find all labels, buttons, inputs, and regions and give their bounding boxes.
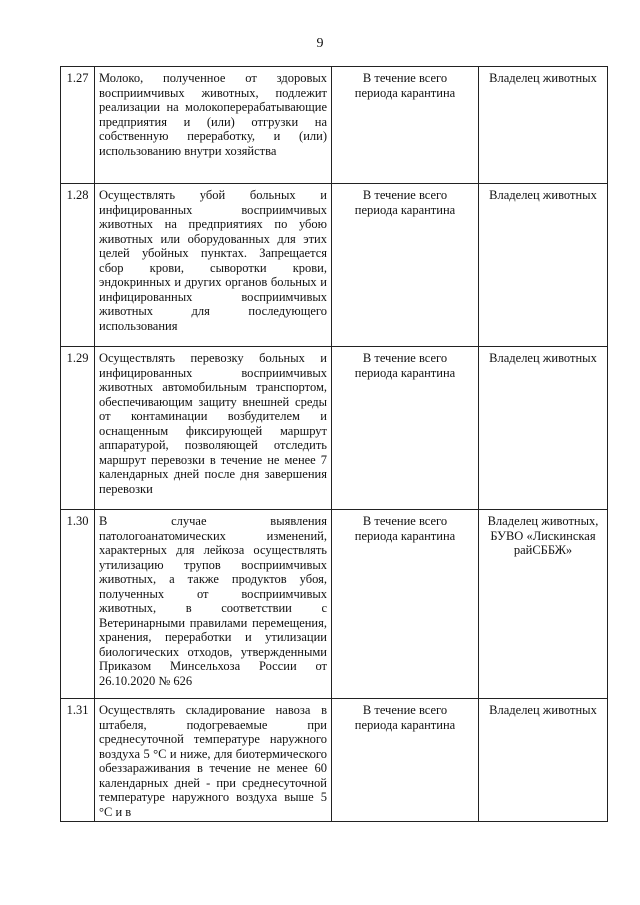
table-row: [61, 699, 608, 822]
measure-text: В случае выявления патологоанатомических изменений, характерных для лейкоза осуществлять утилизацию трупов восприимчивых животных, а также продуктов убоя, полученных от восприимчивых животных, в соответствии с Ветеринарными правилами перемещения, хранения, переработки и утилизации биологических отходов, утвержденными Приказом Минсельхоза России от 26.10.2020 № 626: [95, 510, 332, 699]
page-number: 9: [316, 36, 324, 51]
item-number: 1.28: [61, 184, 95, 347]
term-text: В течение всего периода карантина: [332, 184, 479, 347]
table-row: [61, 510, 608, 699]
table-row: [61, 184, 608, 347]
term-text: В течение всего периода карантина: [332, 510, 479, 699]
responsible-text: Владелец животных, БУВО «Лискинская райСББЖ»: [479, 510, 608, 699]
term-text: В течение всего периода карантина: [332, 699, 479, 822]
item-number: 1.29: [61, 347, 95, 510]
responsible-text: Владелец животных: [479, 67, 608, 184]
responsible-text: Владелец животных: [479, 699, 608, 822]
responsible-text: Владелец животных: [479, 347, 608, 510]
measure-text: Молоко, полученное от здоровых восприимчивых животных, подлежит реализации на молокоперерабатывающие предприятия и (или) отгрузки на собственную переработку, и (или) использованию внутри хозяйства: [95, 67, 332, 184]
measure-text: Осуществлять перевозку больных и инфицированных восприимчивых животных автомобильным транспортом, обеспечивающим защиту внешней среды от контаминации возбудителем и оснащенным фиксирующей маршрут аппаратурой, позволяющей отследить маршрут перевозки в течение не менее 7 календарных дней после дня завершения перевозки: [95, 347, 332, 510]
measures-table: [60, 66, 608, 822]
measure-text: Осуществлять убой больных и инфицированных восприимчивых животных на предприятиях по убою животных или оборудованных для этих целей убойных пунктах. Запрещается сбор крови, сыворотки крови, эндокринных и других органов больных и инфицированных восприимчивых животных для последующего использования: [95, 184, 332, 347]
item-number: 1.30: [61, 510, 95, 699]
item-number: 1.27: [61, 67, 95, 184]
term-text: В течение всего периода карантина: [332, 347, 479, 510]
measure-text: Осуществлять складирование навоза в штабеля, подогреваемые при среднесуточной температуре наружного воздуха 5 °С и ниже, для биотермического обеззараживания в течение не менее 60 календарных дней - при среднесуточной температуре наружного воздуха выше 5 °С и в: [95, 699, 332, 822]
term-text: В течение всего периода карантина: [332, 67, 479, 184]
item-number: 1.31: [61, 699, 95, 822]
responsible-text: Владелец животных: [479, 184, 608, 347]
table-row: [61, 67, 608, 184]
table-row: [61, 347, 608, 510]
